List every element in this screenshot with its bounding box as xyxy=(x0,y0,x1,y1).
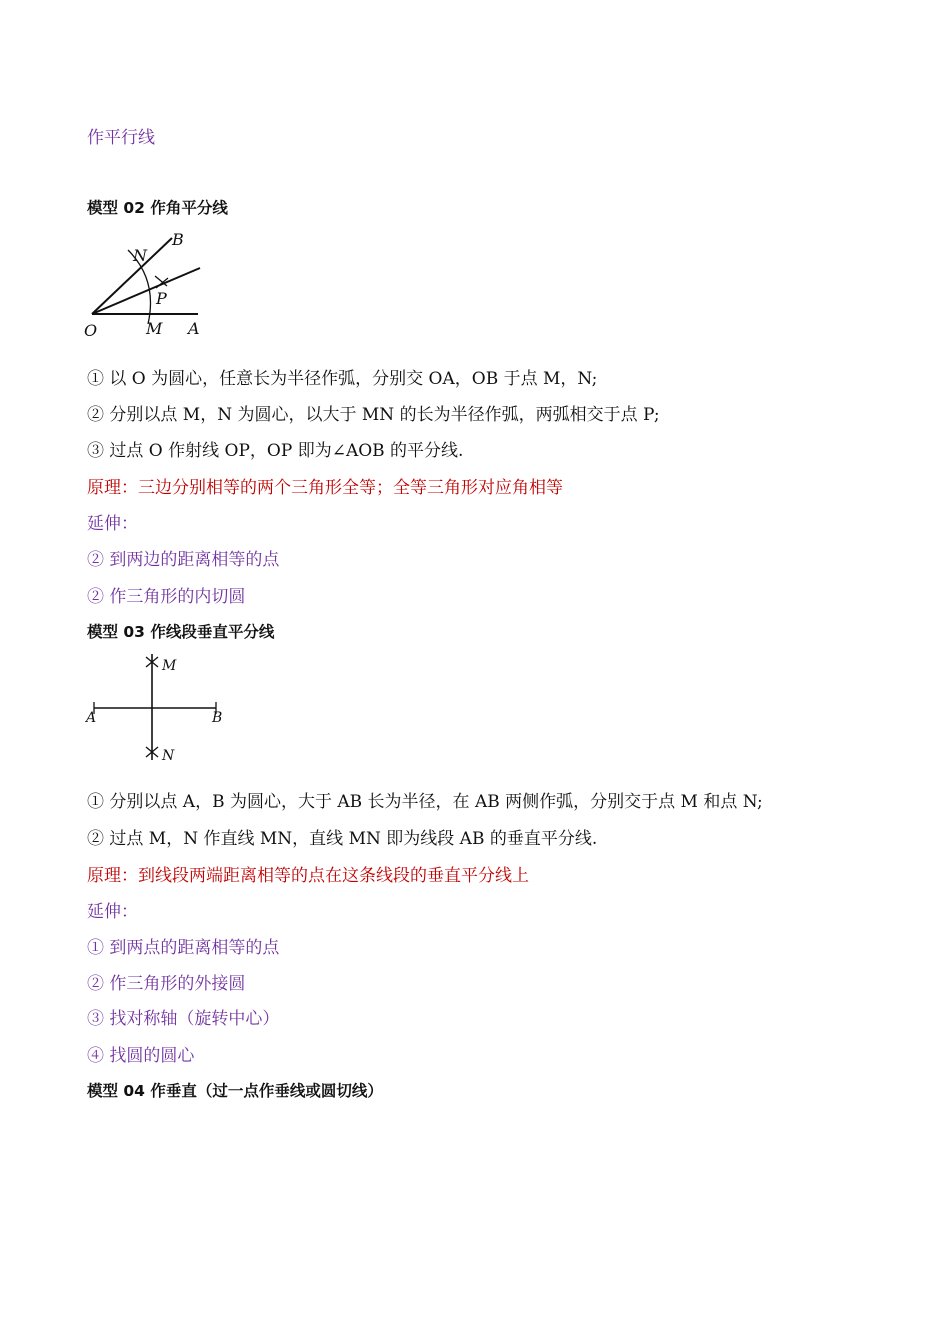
model02-extension-1: ② 到两边的距离相等的点 xyxy=(87,550,280,570)
perpendicular-bisector-diagram xyxy=(80,650,230,768)
model02-step-1: ① 以 O 为圆心，任意长为半径作弧，分别交 OA，OB 于点 M，N; xyxy=(87,369,598,389)
model02-principle: 原理：三边分别相等的两个三角形全等；全等三角形对应角相等 xyxy=(87,478,563,498)
label-b: B xyxy=(212,710,223,726)
label-o: O xyxy=(84,321,98,340)
label-b: B xyxy=(172,230,184,249)
model02-extension-title: 延伸： xyxy=(87,514,138,534)
label-n: N xyxy=(162,748,175,764)
model03-extension-4: ④ 找圆的圆心 xyxy=(87,1046,195,1066)
model03-extension-2: ② 作三角形的外接圆 xyxy=(87,974,246,994)
model03-extension-1: ① 到两点的距离相等的点 xyxy=(87,938,280,958)
model02-heading: 模型 02 作角平分线 xyxy=(87,199,228,217)
model03-step-1: ① 分别以点 A，B 为圆心，大于 AB 长为半径，在 AB 两侧作弧，分别交于点 M 和点 N; xyxy=(87,792,763,812)
model02-extension-2: ② 作三角形的内切圆 xyxy=(87,587,246,607)
label-p: P xyxy=(156,289,167,308)
label-m: M xyxy=(146,319,163,338)
model03-extension-3: ③ 找对称轴（旋转中心） xyxy=(87,1009,280,1029)
intro-text: 作平行线 xyxy=(87,128,155,148)
angle-bisector-diagram xyxy=(80,228,220,340)
model03-heading: 模型 03 作线段垂直平分线 xyxy=(87,623,275,641)
model03-principle: 原理：到线段两端距离相等的点在这条线段的垂直平分线上 xyxy=(87,866,529,886)
model03-step-2: ② 过点 M，N 作直线 MN，直线 MN 即为线段 AB 的垂直平分线. xyxy=(87,829,598,849)
label-a: A xyxy=(86,710,97,726)
label-n: N xyxy=(133,246,147,265)
label-a: A xyxy=(188,319,200,338)
model04-heading: 模型 04 作垂直（过一点作垂线或圆切线） xyxy=(87,1082,383,1100)
model02-step-3: ③ 过点 O 作射线 OP，OP 即为∠AOB 的平分线. xyxy=(87,441,464,461)
label-m: M xyxy=(162,658,177,674)
model03-extension-title: 延伸： xyxy=(87,902,138,922)
model02-step-2: ② 分别以点 M，N 为圆心，以大于 MN 的长为半径作弧，两弧相交于点 P; xyxy=(87,405,660,425)
ray-op xyxy=(92,268,200,314)
